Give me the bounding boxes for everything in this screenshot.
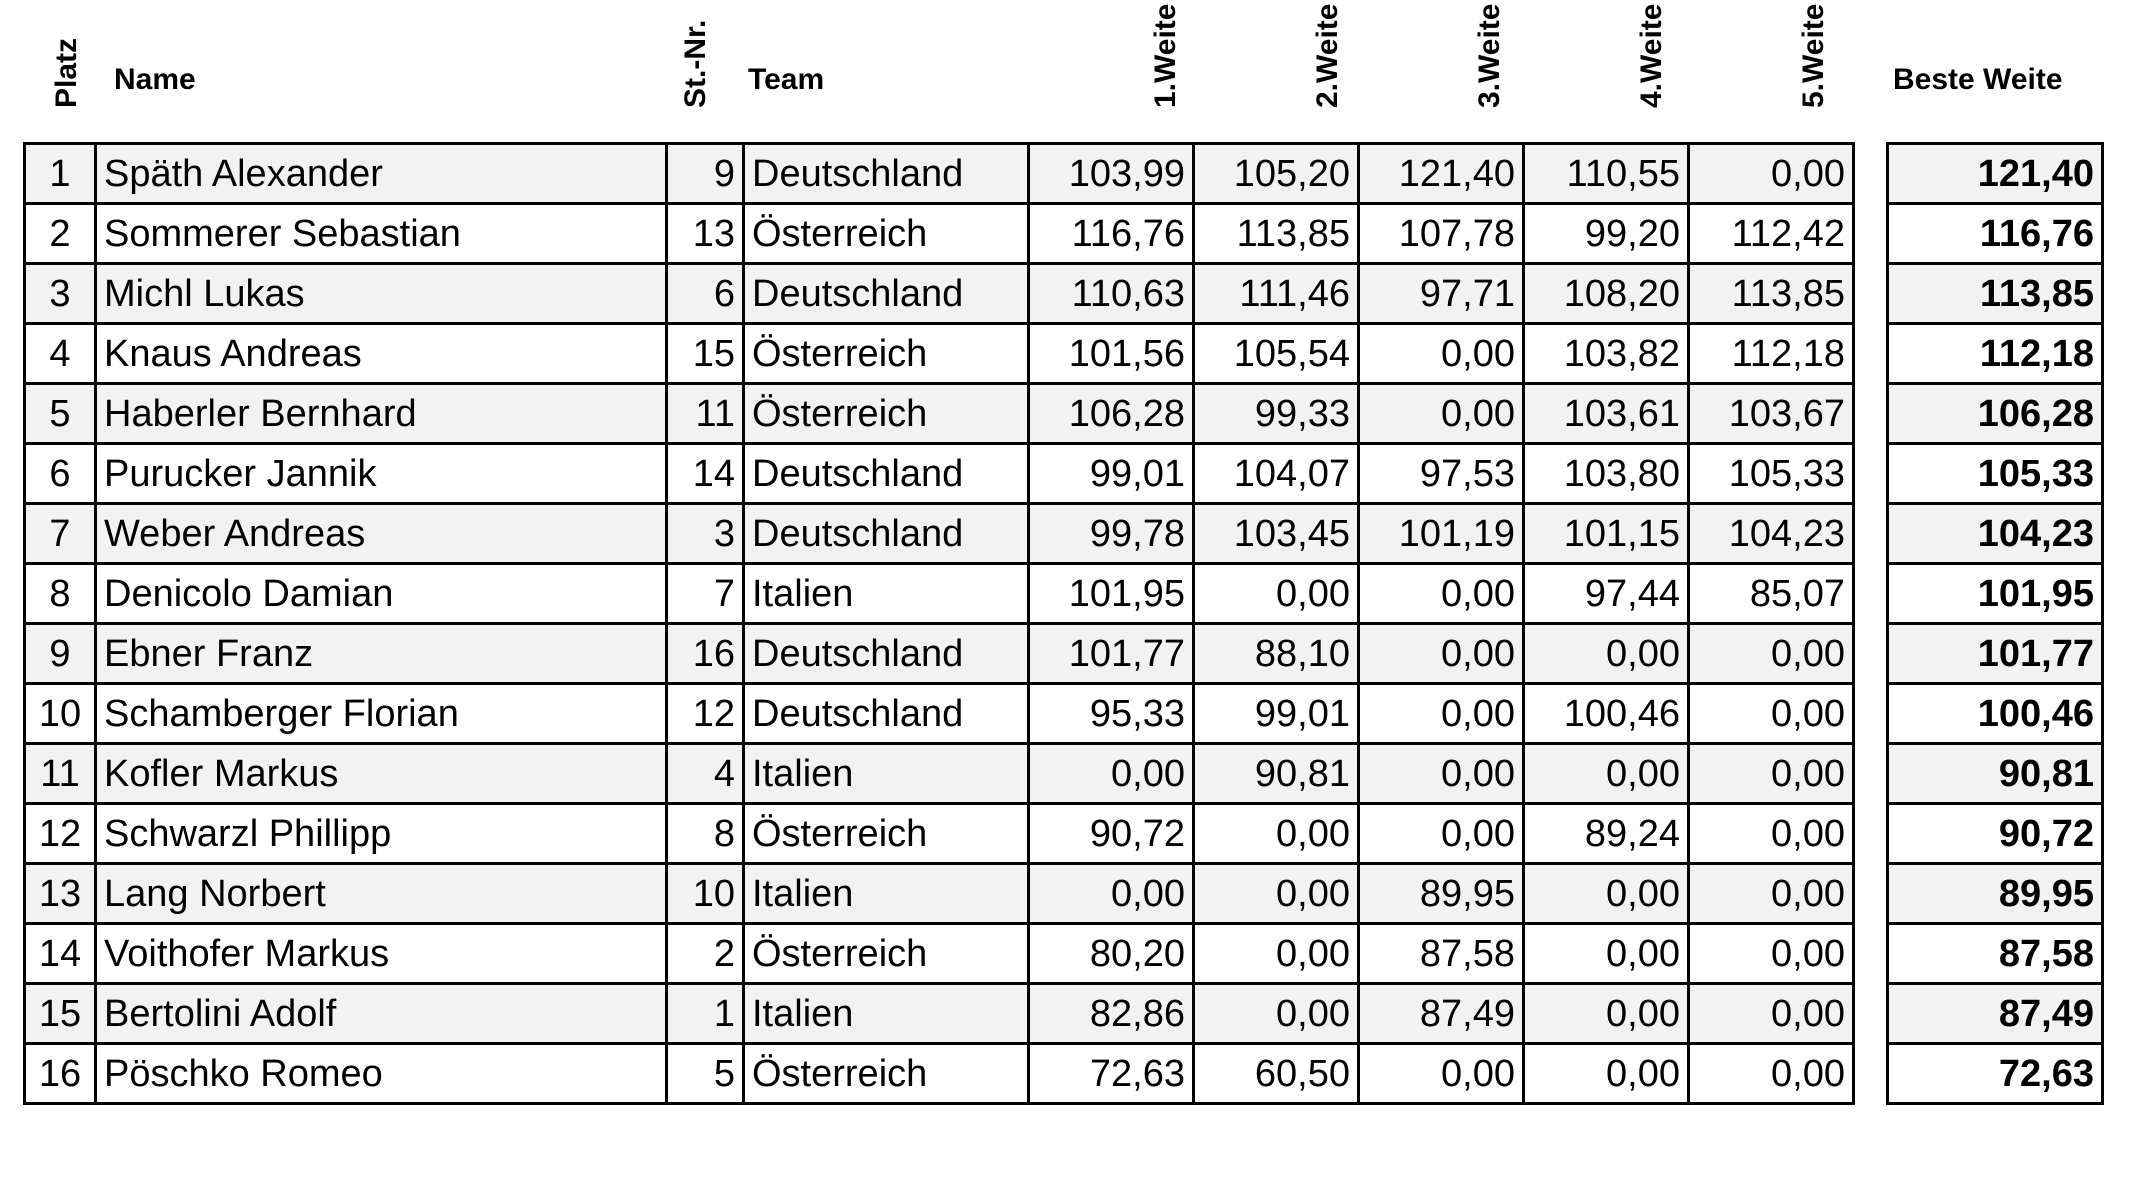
cell-weite-4: 100,46 xyxy=(1524,684,1689,744)
cell-weite-1: 0,00 xyxy=(1029,864,1194,924)
cell-name: Schwarzl Phillipp xyxy=(96,804,667,864)
cell-platz: 7 xyxy=(25,504,96,564)
table-row xyxy=(25,984,1854,1044)
cell-name: Ebner Franz xyxy=(96,624,667,684)
best-row xyxy=(1888,864,2103,924)
cell-name: Bertolini Adolf xyxy=(96,984,667,1044)
cell-team: Österreich xyxy=(744,924,1029,984)
cell-team: Österreich xyxy=(744,384,1029,444)
table-row xyxy=(25,204,1854,264)
cell-weite-2: 0,00 xyxy=(1194,864,1359,924)
cell-platz: 12 xyxy=(25,804,96,864)
cell-platz: 14 xyxy=(25,924,96,984)
cell-weite-2: 105,20 xyxy=(1194,144,1359,204)
table-row xyxy=(25,1044,1854,1104)
cell-team: Österreich xyxy=(744,804,1029,864)
cell-weite-5: 0,00 xyxy=(1689,984,1854,1044)
cell-weite-4: 103,61 xyxy=(1524,384,1689,444)
cell-beste-weite: 116,76 xyxy=(1888,204,2103,264)
table-row xyxy=(25,504,1854,564)
cell-weite-2: 103,45 xyxy=(1194,504,1359,564)
cell-weite-5: 85,07 xyxy=(1689,564,1854,624)
cell-weite-2: 88,10 xyxy=(1194,624,1359,684)
header-st-nr: St.-Nr. xyxy=(679,19,712,108)
cell-weite-1: 101,95 xyxy=(1029,564,1194,624)
cell-weite-2: 0,00 xyxy=(1194,984,1359,1044)
cell-weite-5: 0,00 xyxy=(1689,624,1854,684)
cell-st-nr: 13 xyxy=(667,204,744,264)
cell-team: Italien xyxy=(744,564,1029,624)
cell-weite-3: 87,49 xyxy=(1359,984,1524,1044)
cell-beste-weite: 121,40 xyxy=(1888,144,2103,204)
cell-weite-1: 82,86 xyxy=(1029,984,1194,1044)
cell-beste-weite: 90,72 xyxy=(1888,804,2103,864)
cell-name: Denicolo Damian xyxy=(96,564,667,624)
cell-team: Italien xyxy=(744,984,1029,1044)
best-distance-table xyxy=(1886,142,2104,1105)
cell-weite-4: 110,55 xyxy=(1524,144,1689,204)
table-row xyxy=(25,624,1854,684)
cell-platz: 5 xyxy=(25,384,96,444)
best-row xyxy=(1888,144,2103,204)
cell-weite-2: 0,00 xyxy=(1194,924,1359,984)
cell-weite-5: 0,00 xyxy=(1689,804,1854,864)
table-row xyxy=(25,324,1854,384)
cell-st-nr: 16 xyxy=(667,624,744,684)
cell-team: Österreich xyxy=(744,324,1029,384)
results-table xyxy=(23,142,1855,1105)
table-row xyxy=(25,264,1854,324)
cell-name: Purucker Jannik xyxy=(96,444,667,504)
best-row xyxy=(1888,684,2103,744)
cell-beste-weite: 104,23 xyxy=(1888,504,2103,564)
cell-weite-2: 104,07 xyxy=(1194,444,1359,504)
cell-st-nr: 11 xyxy=(667,384,744,444)
cell-weite-3: 89,95 xyxy=(1359,864,1524,924)
cell-platz: 13 xyxy=(25,864,96,924)
cell-st-nr: 10 xyxy=(667,864,744,924)
best-row xyxy=(1888,744,2103,804)
cell-name: Sommerer Sebastian xyxy=(96,204,667,264)
cell-beste-weite: 87,58 xyxy=(1888,924,2103,984)
cell-weite-4: 99,20 xyxy=(1524,204,1689,264)
cell-weite-1: 101,77 xyxy=(1029,624,1194,684)
cell-platz: 11 xyxy=(25,744,96,804)
cell-weite-3: 0,00 xyxy=(1359,324,1524,384)
cell-weite-4: 0,00 xyxy=(1524,984,1689,1044)
cell-platz: 16 xyxy=(25,1044,96,1104)
cell-weite-3: 101,19 xyxy=(1359,504,1524,564)
header-platz: Platz xyxy=(50,37,83,108)
cell-st-nr: 5 xyxy=(667,1044,744,1104)
cell-weite-4: 0,00 xyxy=(1524,924,1689,984)
cell-st-nr: 4 xyxy=(667,744,744,804)
cell-weite-1: 0,00 xyxy=(1029,744,1194,804)
cell-team: Italien xyxy=(744,744,1029,804)
cell-st-nr: 3 xyxy=(667,504,744,564)
cell-weite-1: 106,28 xyxy=(1029,384,1194,444)
cell-platz: 9 xyxy=(25,624,96,684)
cell-weite-5: 103,67 xyxy=(1689,384,1854,444)
cell-weite-5: 0,00 xyxy=(1689,1044,1854,1104)
cell-weite-1: 99,78 xyxy=(1029,504,1194,564)
cell-st-nr: 6 xyxy=(667,264,744,324)
best-row xyxy=(1888,324,2103,384)
cell-weite-4: 89,24 xyxy=(1524,804,1689,864)
cell-beste-weite: 101,77 xyxy=(1888,624,2103,684)
table-row xyxy=(25,144,1854,204)
cell-weite-2: 113,85 xyxy=(1194,204,1359,264)
cell-weite-5: 105,33 xyxy=(1689,444,1854,504)
best-row xyxy=(1888,444,2103,504)
cell-weite-1: 90,72 xyxy=(1029,804,1194,864)
cell-weite-3: 0,00 xyxy=(1359,1044,1524,1104)
cell-weite-4: 97,44 xyxy=(1524,564,1689,624)
cell-weite-4: 103,80 xyxy=(1524,444,1689,504)
cell-weite-3: 0,00 xyxy=(1359,564,1524,624)
best-row xyxy=(1888,384,2103,444)
cell-st-nr: 15 xyxy=(667,324,744,384)
cell-beste-weite: 105,33 xyxy=(1888,444,2103,504)
cell-beste-weite: 113,85 xyxy=(1888,264,2103,324)
cell-platz: 8 xyxy=(25,564,96,624)
cell-st-nr: 1 xyxy=(667,984,744,1044)
header-weite-1: 1.Weite xyxy=(1149,3,1182,108)
cell-weite-1: 101,56 xyxy=(1029,324,1194,384)
cell-weite-4: 0,00 xyxy=(1524,1044,1689,1104)
cell-weite-1: 72,63 xyxy=(1029,1044,1194,1104)
cell-name: Haberler Bernhard xyxy=(96,384,667,444)
cell-st-nr: 9 xyxy=(667,144,744,204)
best-row xyxy=(1888,1044,2103,1104)
cell-weite-1: 99,01 xyxy=(1029,444,1194,504)
cell-weite-5: 0,00 xyxy=(1689,924,1854,984)
cell-weite-3: 0,00 xyxy=(1359,684,1524,744)
table-row xyxy=(25,864,1854,924)
header-weite-2: 2.Weite xyxy=(1311,3,1344,108)
cell-name: Weber Andreas xyxy=(96,504,667,564)
cell-weite-5: 112,18 xyxy=(1689,324,1854,384)
cell-weite-2: 99,33 xyxy=(1194,384,1359,444)
cell-beste-weite: 90,81 xyxy=(1888,744,2103,804)
cell-beste-weite: 100,46 xyxy=(1888,684,2103,744)
cell-weite-4: 101,15 xyxy=(1524,504,1689,564)
cell-weite-3: 121,40 xyxy=(1359,144,1524,204)
cell-name: Pöschko Romeo xyxy=(96,1044,667,1104)
cell-weite-3: 97,53 xyxy=(1359,444,1524,504)
cell-weite-4: 103,82 xyxy=(1524,324,1689,384)
cell-weite-2: 0,00 xyxy=(1194,804,1359,864)
cell-team: Deutschland xyxy=(744,144,1029,204)
header-weite-3: 3.Weite xyxy=(1473,3,1506,108)
best-row xyxy=(1888,984,2103,1044)
cell-beste-weite: 112,18 xyxy=(1888,324,2103,384)
cell-beste-weite: 101,95 xyxy=(1888,564,2103,624)
cell-weite-5: 113,85 xyxy=(1689,264,1854,324)
cell-name: Lang Norbert xyxy=(96,864,667,924)
cell-team: Deutschland xyxy=(744,264,1029,324)
cell-st-nr: 2 xyxy=(667,924,744,984)
cell-weite-2: 90,81 xyxy=(1194,744,1359,804)
cell-name: Voithofer Markus xyxy=(96,924,667,984)
cell-name: Schamberger Florian xyxy=(96,684,667,744)
cell-platz: 6 xyxy=(25,444,96,504)
cell-name: Kofler Markus xyxy=(96,744,667,804)
cell-beste-weite: 89,95 xyxy=(1888,864,2103,924)
table-row xyxy=(25,384,1854,444)
best-row xyxy=(1888,804,2103,864)
cell-weite-1: 95,33 xyxy=(1029,684,1194,744)
cell-team: Deutschland xyxy=(744,624,1029,684)
best-row xyxy=(1888,204,2103,264)
table-row xyxy=(25,684,1854,744)
best-row xyxy=(1888,924,2103,984)
cell-weite-2: 105,54 xyxy=(1194,324,1359,384)
header-name: Name xyxy=(114,63,196,96)
cell-weite-5: 0,00 xyxy=(1689,684,1854,744)
header-team: Team xyxy=(748,63,825,96)
best-row xyxy=(1888,264,2103,324)
cell-weite-3: 87,58 xyxy=(1359,924,1524,984)
header-weite-5: 5.Weite xyxy=(1797,3,1830,108)
cell-platz: 2 xyxy=(25,204,96,264)
header-beste-weite: Beste Weite xyxy=(1893,63,2063,96)
best-row xyxy=(1888,564,2103,624)
cell-name: Späth Alexander xyxy=(96,144,667,204)
cell-weite-2: 0,00 xyxy=(1194,564,1359,624)
table-row xyxy=(25,444,1854,504)
cell-weite-2: 99,01 xyxy=(1194,684,1359,744)
cell-weite-3: 0,00 xyxy=(1359,624,1524,684)
cell-beste-weite: 72,63 xyxy=(1888,1044,2103,1104)
cell-team: Deutschland xyxy=(744,684,1029,744)
cell-st-nr: 8 xyxy=(667,804,744,864)
cell-weite-3: 97,71 xyxy=(1359,264,1524,324)
table-row xyxy=(25,744,1854,804)
table-row xyxy=(25,804,1854,864)
cell-platz: 15 xyxy=(25,984,96,1044)
cell-weite-5: 0,00 xyxy=(1689,864,1854,924)
cell-weite-3: 0,00 xyxy=(1359,804,1524,864)
cell-st-nr: 7 xyxy=(667,564,744,624)
cell-weite-3: 0,00 xyxy=(1359,744,1524,804)
cell-weite-4: 0,00 xyxy=(1524,624,1689,684)
best-row xyxy=(1888,624,2103,684)
cell-platz: 1 xyxy=(25,144,96,204)
cell-team: Österreich xyxy=(744,1044,1029,1104)
cell-st-nr: 12 xyxy=(667,684,744,744)
cell-team: Deutschland xyxy=(744,444,1029,504)
cell-beste-weite: 87,49 xyxy=(1888,984,2103,1044)
cell-weite-1: 80,20 xyxy=(1029,924,1194,984)
cell-weite-4: 0,00 xyxy=(1524,744,1689,804)
cell-weite-3: 0,00 xyxy=(1359,384,1524,444)
cell-platz: 10 xyxy=(25,684,96,744)
cell-weite-5: 112,42 xyxy=(1689,204,1854,264)
cell-weite-1: 103,99 xyxy=(1029,144,1194,204)
best-row xyxy=(1888,504,2103,564)
cell-weite-2: 111,46 xyxy=(1194,264,1359,324)
cell-weite-4: 108,20 xyxy=(1524,264,1689,324)
table-row xyxy=(25,564,1854,624)
cell-name: Knaus Andreas xyxy=(96,324,667,384)
cell-weite-2: 60,50 xyxy=(1194,1044,1359,1104)
cell-team: Italien xyxy=(744,864,1029,924)
cell-weite-5: 0,00 xyxy=(1689,144,1854,204)
cell-name: Michl Lukas xyxy=(96,264,667,324)
header-weite-4: 4.Weite xyxy=(1635,3,1668,108)
cell-weite-5: 104,23 xyxy=(1689,504,1854,564)
cell-weite-5: 0,00 xyxy=(1689,744,1854,804)
cell-platz: 4 xyxy=(25,324,96,384)
cell-beste-weite: 106,28 xyxy=(1888,384,2103,444)
table-row xyxy=(25,924,1854,984)
cell-platz: 3 xyxy=(25,264,96,324)
cell-weite-3: 107,78 xyxy=(1359,204,1524,264)
cell-team: Deutschland xyxy=(744,504,1029,564)
cell-st-nr: 14 xyxy=(667,444,744,504)
cell-weite-1: 116,76 xyxy=(1029,204,1194,264)
cell-weite-1: 110,63 xyxy=(1029,264,1194,324)
cell-weite-4: 0,00 xyxy=(1524,864,1689,924)
cell-team: Österreich xyxy=(744,204,1029,264)
